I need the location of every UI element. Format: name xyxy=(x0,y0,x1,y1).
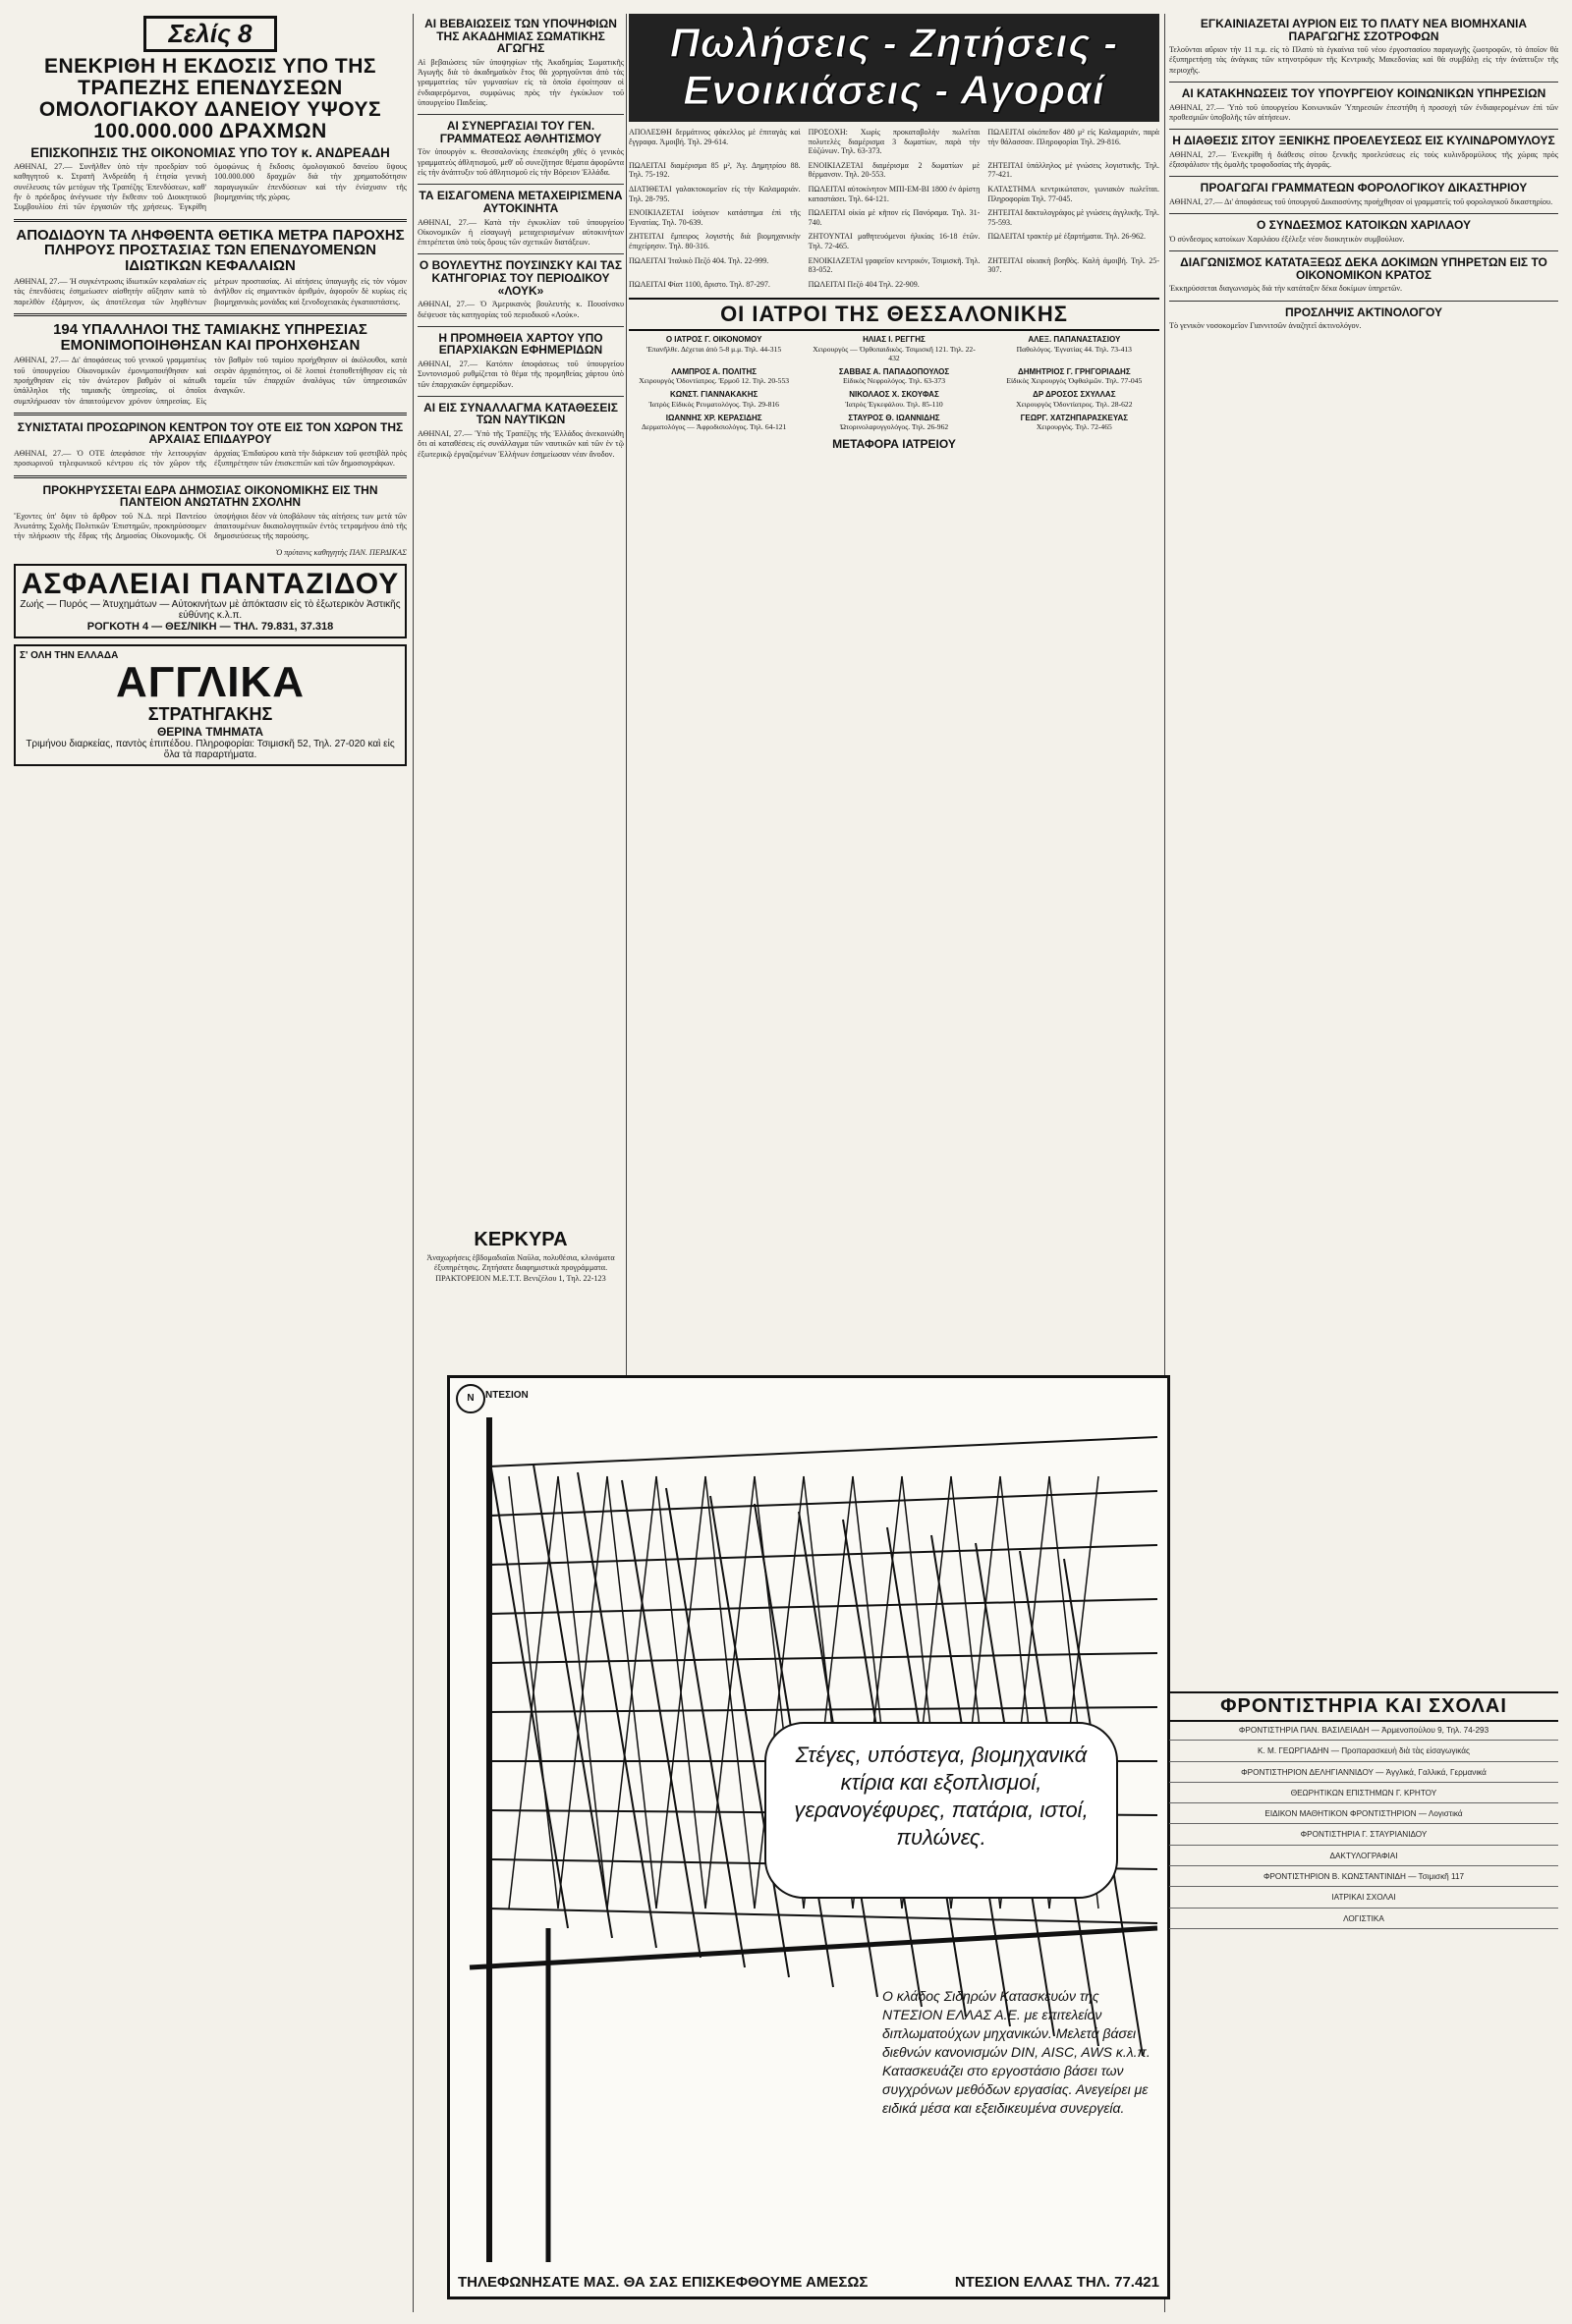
classified-item: ΕΝΟΙΚΙΑΖΕΤΑΙ ἰσόγειον κατάστημα ἐπὶ τῆς Ἐγνατίας. Τηλ. 70-639. xyxy=(629,208,801,227)
headline-seamen-deposits: ΑΙ ΕΙΣ ΣΥΝΑΛΛΑΓΜΑ ΚΑΤΑΘΕΣΕΙΣ ΤΩΝ ΝΑΥΤΙΚΩΝ xyxy=(423,400,618,427)
doctor-details: Δερματολόγος — Ἀφροδισιολόγος. Τηλ. 64-121 xyxy=(641,421,787,431)
headline-look-magazine: Ο ΒΟΥΛΕΥΤΗΣ ΠΟΥΣΙΝΣΚΥ ΚΑΙ ΤΑΣ ΚΑΤΗΓΟΡΙΑΣ ΤΟΥ ΠΕΡΙΟΔΙΚΟΥ «ΛΟΥΚ» xyxy=(419,258,623,298)
doctors-grid xyxy=(629,335,1159,436)
classified-item: ΠΩΛΕΙΤΑΙ αὐτοκίνητον ΜΠΙ-ΕΜ-ΒΙ 1800 ἐν ἀρίστῃ καταστάσει. Τηλ. 64-121. xyxy=(808,184,981,203)
headline-bond-loan: ΕΝΕΚΡΙΘΗ Η ΕΚΔΟΣΙΣ ΥΠΟ ΤΗΣ ΤΡΑΠΕΖΗΣ ΕΠΕΝΔΥΣΕΩΝ ΟΜΟΛΟΓΙΑΚΟΥ ΔΑΝΕΙΟΥ ΥΨΟΥΣ 100.000.000 ΔΡΑΧΜΩΝ xyxy=(38,55,382,143)
doctor-details: Ἐπανῆλθε. Δέχεται ἀπὸ 5-8 μ.μ. Τηλ. 44-315 xyxy=(646,344,782,354)
article-feed-factory: Τελοῦνται αὔριον τὴν 11 π.μ. εἰς τὸ Πλατὺ τὰ ἐγκαίνια τοῦ νέου ἐργοστασίου παραγωγῆς ζωοτροφῶν, τὸ ὁποῖον θὰ ἐξυπηρετήσῃ τὰς ἀνάγκας τῶν κτηνοτρόφων τῆς Κεντρικῆς Μακεδονίας καὶ θὰ συμβάλῃ εἰς τὴν ἀνάπτυξιν τῆς περιοχῆς. xyxy=(1169,45,1558,75)
classified-item: ΖΗΤΕΙΤΑΙ δακτυλογράφος μὲ γνώσεις ἀγγλικῆς. Τηλ. 75-593. xyxy=(987,208,1159,227)
doctor-details: Χειρουργὸς Ὀδοντίατρος. Τηλ. 28-622 xyxy=(1016,399,1133,409)
left-column xyxy=(14,14,407,2312)
headline-academy: ΑΙ ΒΕΒΑΙΩΣΕΙΣ ΤΩΝ ΥΠΟΨΗΦΙΩΝ ΤΗΣ ΑΚΑΔΗΜΙΑΣ ΣΩΜΑΤΙΚΗΣ ΑΓΩΓΗΣ xyxy=(424,17,617,56)
classified-item: ΠΩΛΕΙΤΑΙ Πεζό 404 Τηλ. 22-909. xyxy=(808,279,920,289)
doctor-listing xyxy=(809,390,979,408)
classifieds-section xyxy=(629,14,1159,454)
classified-item: ΖΗΤΕΙΤΑΙ ἔμπειρος λογιστὴς διὰ βιομηχανικὴν ἐπιχείρησιν. Τηλ. 80-316. xyxy=(629,232,801,250)
headline-social-services: ΑΙ ΚΑΤΑΚΗΝΩΣΕΙΣ ΤΟΥ ΥΠΟΥΡΓΕΙΟΥ ΚΟΙΝΩΝΙΚΩΝ ΥΠΗΡΕΣΙΩΝ xyxy=(1181,86,1546,101)
schools-section xyxy=(1169,1688,1558,1935)
article-wheat: ΑΘΗΝΑΙ, 27.— Ἐνεκρίθη ἡ διάθεσις σίτου ξενικῆς προελεύσεως εἰς τοὺς κυλινδρομύλους τῆς χώρας πρὸς ἐξασφάλισιν τῆς ὁμαλῆς τροφοδοσίας τῆς ἀγορᾶς. xyxy=(1169,149,1558,170)
headline-athletics: ΑΙ ΣΥΝΕΡΓΑΣΙΑΙ ΤΟΥ ΓΕΝ. ΓΡΑΜΜΑΤΕΩΣ ΑΘΛΗΤΙΣΜΟΥ xyxy=(439,119,602,145)
classified-item: ΕΝΟΙΚΙΑΖΕΤΑΙ γραφεῖον κεντρικόν, Τσιμισκῆ. Τηλ. 83-052. xyxy=(808,255,981,275)
school-listing: ΦΡΟΝΤΙΣΤΗΡΙΑ ΠΑΝ. ΒΑΣΙΛΕΙΑΔΗ — Ἀρμενοπούλου 9, Τηλ. 74-293 xyxy=(1169,1726,1558,1741)
ad-pantazidou xyxy=(14,564,407,638)
doctor-details: Ἰατρὸς Ἐγκεφάλου. Τηλ. 85-110 xyxy=(845,399,943,409)
article-tax-court: ΑΘΗΝΑΙ, 27.— Δι' ἀποφάσεως τοῦ ὑπουργοῦ Δικαιοσύνης προήχθησαν οἱ γραμματεῖς τοῦ φορολογικοῦ δικαστηρίου. xyxy=(1169,197,1553,207)
article-look-magazine: ΑΘΗΝΑΙ, 27.— Ὁ Ἀμερικανὸς βουλευτὴς κ. Πουσίνσκυ διέψευσε τὰς κατηγορίας τοῦ περιοδικοῦ «Λούκ». xyxy=(418,300,624,319)
doctor-name: ΑΛΕΞ. ΠΑΠΑΝΑΣΤΑΣΙΟΥ xyxy=(1028,335,1121,345)
headline-ote-epidaurus: ΣΥΝΙΣΤΑΤΑΙ ΠΡΟΣΩΡΙΝΟΝ ΚΕΝΤΡΟΝ ΤΟΥ ΟΤΕ ΕΙΣ ΤΟΝ ΧΩΡΟΝ ΤΗΣ ΑΡΧΑΙΑΣ ΕΠΙΔΑΥΡΟΥ xyxy=(17,419,404,447)
doctor-listing xyxy=(989,414,1159,431)
ad-pantazidou-title: ΑΣΦΑΛΕΙΑΙ ΠΑΝΤΑΖΙΔΟΥ xyxy=(21,567,400,600)
doctor-listing xyxy=(629,414,799,431)
doctor-name: ΛΑΜΠΡΟΣ Α. ΠΟΛΙΤΗΣ xyxy=(671,366,758,376)
school-listing: ΦΡΟΝΤΙΣΤΗΡΙΟΝ ΔΕΛΗΓΙΑΝΝΙΔΟΥ — Ἀγγλικά, Γαλλικά, Γερμανικά xyxy=(1169,1768,1558,1783)
article-paper-supply: ΑΘΗΝΑΙ, 27.— Κατόπιν ἀποφάσεως τοῦ ὑπουργείου Συντονισμοῦ ρυθμίζεται τὸ θέμα τῆς προμηθείας χάρτου ὑπὸ τῶν ἐπαρχιακῶν ἐφημερίδων. xyxy=(418,359,624,389)
headline-panteion-chair: ΠΡΟΚΗΡΥΣΣΕΤΑΙ ΕΔΡΑ ΔΗΜΟΣΙΑΣ ΟΙΚΟΝΟΜΙΚΗΣ ΕΙΣ ΤΗΝ ΠΑΝΤΕΙΟΝ ΑΝΩΤΑΤΗΝ ΣΧΟΛΗΝ xyxy=(42,482,378,510)
article-seamen-deposits: ΑΘΗΝΑΙ, 27.— Ὑπὸ τῆς Τραπέζης τῆς Ἑλλάδος ἀνεκοινώθη ὅτι αἱ καταθέσεις εἰς συνάλλαγμα τῶν ναυτικῶν καὶ τῶν ἐν τῷ ἐξωτερικῷ ἐργαζομένων Ἑλλήνων ἐσημείωσαν νέαν ἄνοδον. xyxy=(418,429,624,459)
doctors-transport: ΜΕΤΑΦΟΡΑ ΙΑΤΡΕΙΟΥ xyxy=(832,437,956,452)
doctor-name: ΝΙΚΟΛΑΟΣ Χ. ΣΚΟΥΦΑΣ xyxy=(849,390,939,400)
article-competition: Ἐκκηρύσσεται διαγωνισμὸς διὰ τὴν κατάταξιν δέκα δοκίμων ὑπηρετῶν. xyxy=(1169,284,1403,294)
doctor-details: Ἰατρὸς Εἰδικὸς Ρευματολόγος. Τηλ. 29-816 xyxy=(648,399,779,409)
headline-feed-factory: ΕΓΚΑΙΝΙΑΖΕΤΑΙ ΑΥΡΙΟΝ ΕΙΣ ΤΟ ΠΛΑΤΥ ΝΕΑ ΒΙΟΜΗΧΑΝΙΑ ΠΑΡΑΓΩΓΗΣ ΣΖΟΤΡΟΦΩΝ xyxy=(1200,17,1528,43)
article-social-services: ΑΘΗΝΑΙ, 27.— Ὑπὸ τοῦ ὑπουργείου Κοινωνικῶν Ὑπηρεσιῶν ἐπεστήθη ἡ προσοχὴ τῶν ἐνδιαφερομένων ἐπὶ τῶν προθεσμιῶν ὑποβολῆς τῶν αἰτήσεων. xyxy=(1169,102,1558,122)
article-radiologist: Τὸ γενικὸν νοσοκομεῖον Γιαννιτσῶν ἀναζητεῖ ἀκτινολόγον. xyxy=(1169,321,1362,331)
article-bond-loan: ΑΘΗΝΑΙ, 27.— Συνῆλθεν ὑπὸ τὴν προεδρίαν τοῦ καθηγητοῦ κ. Στρατῆ Ἀνδρεάδη ἡ ἐτησία γενικὴ συνέλευσις τῶν μετόχων τῆς Τραπέζης Ἐπενδύσεων, καθ' ἣν ὁ πρόεδρος ἀνέγνωσε τὴν ἔκθεσιν τοῦ Διοικητικοῦ Συμβουλίου ἐπὶ τῶν ἐργασιῶν τῆς χρήσεως. Ἐγκρίθη ὁμοφώνως ἡ ἔκδοσις ὁμολογιακοῦ δανείου ὕψους 100.000.000 δραχμῶν διὰ τὴν χρηματοδότησιν παραγωγικῶν ἐπενδύσεων καὶ τὴν ἐνίσχυσιν τῆς βιομηχανίας τῆς χώρας. xyxy=(14,162,407,212)
classified-item: ΠΩΛΕΙΤΑΙ Φίατ 1100, ἄριστο. Τηλ. 87-297. xyxy=(629,279,770,289)
doctor-name: ΣΑΒΒΑΣ Α. ΠΑΠΑΔΟΠΟΥΛΟΣ xyxy=(838,366,950,376)
ad-bubble-text: Στέγες, υπόστεγα, βιομηχανικά κτίρια και εξοπλισμοί, γερανογέφυρες, πατάρια, ιστοί, πυλώνες. xyxy=(764,1722,1118,1899)
ad-cta-left: ΤΗΛΕΦΩΝΗΣΑΤΕ ΜΑΣ. ΘΑ ΣΑΣ ΕΠΙΣΚΕΦΘΟΥΜΕ ΑΜΕΣΩΣ xyxy=(458,2274,869,2291)
article-used-cars: ΑΘΗΝΑΙ, 27.— Κατὰ τὴν ἐγκυκλίαν τοῦ ὑπουργείου Οἰκονομικῶν ἡ εἰσαγωγὴ μεταχειρισμένων αὐτοκινήτων ἐπιτρέπεται ὑπὸ τοὺς ὅρους τῶν σχετικῶν διατάξεων. xyxy=(418,217,624,248)
ad-anglika-name: ΣΤΡΑΤΗΓΑΚΗΣ xyxy=(147,703,273,724)
right-column xyxy=(1169,14,1558,2312)
doctor-name: ΔΗΜΗΤΡΙΟΣ Γ. ΓΡΗΓΟΡΙΑΔΗΣ xyxy=(1017,366,1131,376)
doctor-listing xyxy=(809,335,979,362)
doctor-details: Παθολόγος. Ἐγνατίας 44. Τηλ. 73-413 xyxy=(1016,344,1132,354)
classified-item: ΠΩΛΕΙΤΑΙ οἰκία μὲ κῆπον εἰς Πανόραμα. Τηλ. 31-740. xyxy=(808,208,981,227)
school-listing: ΦΡΟΝΤΙΣΤΗΡΙΑ Γ. ΣΤΑΥΡΙΑΝΙΔΟΥ xyxy=(1169,1830,1558,1845)
headline-tax-court: ΠΡΟΑΓΩΓΑΙ ΓΡΑΜΜΑΤΕΩΝ ΦΟΡΟΛΟΓΙΚΟΥ ΔΙΚΑΣΤΗΡΙΟΥ xyxy=(1200,181,1528,195)
article-signature: Ὁ πρύτανις καθηγητὴς ΠΑΝ. ΠΕΡΔΙΚΑΣ xyxy=(275,547,407,557)
ad-anglika xyxy=(14,644,407,766)
classified-item: ΖΗΤΕΙΤΑΙ ὑπάλληλος μὲ γνώσεις λογιστικῆς. Τηλ. 77-421. xyxy=(987,160,1159,180)
page-number-label: Σελίς 8 xyxy=(143,16,277,52)
desion-logo-icon: Ν xyxy=(456,1384,485,1413)
classified-item: ΠΡΟΣΟΧΗ: Χωρὶς προκαταβολὴν πωλεῖται πολυτελὲς διαμέρισμα 3 δωματίων, παρὰ τὴν Εὐζώνων. Τηλ. 63-373. xyxy=(808,128,981,156)
doctor-details: Εἰδικὸς Νεφρολόγος. Τηλ. 63-373 xyxy=(842,376,946,386)
classified-item: ΚΑΤΑΣΤΗΜΑ κεντρικώτατον, γωνιακὸν πωλεῖται. Πληροφορίαι Τηλ. 77-045. xyxy=(987,184,1159,203)
ad-call-to-action xyxy=(458,2274,1159,2291)
doctor-name: ΔΡ ΔΡΟΣΟΣ ΣΧΥΛΛΑΣ xyxy=(1033,390,1116,400)
doctor-name: ΙΩΑΝΝΗΣ ΧΡ. ΚΕΡΑΣΙΔΗΣ xyxy=(665,413,762,422)
ad-kerkyra xyxy=(418,1226,624,1368)
school-listing: ΦΡΟΝΤΙΣΤΗΡΙΟΝ Β. ΚΩΝΣΤΑΝΤΙΝΙΔΗ — Τσιμισκῆ 117 xyxy=(1169,1872,1558,1887)
ad-kerkyra-title: ΚΕΡΚΥΡΑ xyxy=(474,1229,568,1250)
headline-treasury-staff: 194 ΥΠΑΛΛΗΛΟΙ ΤΗΣ ΤΑΜΙΑΚΗΣ ΥΠΗΡΕΣΙΑΣ ΕΜΟΝΙΜΟΠΟΙΗΘΗΣΑΝ ΚΑΙ ΠΡΟΗΧΘΗΣΑΝ xyxy=(53,320,367,354)
article-academy: Αἱ βεβαιώσεις τῶν ὑποψηφίων τῆς Ἀκαδημίας Σωματικῆς Ἀγωγῆς διὰ τὸ ἀκαδημαϊκὸν ἔτος θὰ χορηγοῦνται ἀπὸ τὰς γραμματείας τῶν γυμνασίων εἰς τὰ ὁποῖα ἐφοίτησαν οἱ ἐνδιαφερόμενοι, συμφώνως πρὸς τὴν ἐγκύκλιον τοῦ ὑπουργείου Παιδείας. xyxy=(418,57,624,107)
classified-item: ΔΙΑΤΙΘΕΤΑΙ γαλακτοκομεῖον εἰς τὴν Καλαμαριάν. Τηλ. 28-795. xyxy=(629,184,801,203)
ad-anglika-pre: Σ' ΟΛΗ ΤΗΝ ΕΛΛΑΔΑ xyxy=(20,649,119,661)
doctor-listing xyxy=(809,367,979,385)
ad-cta-right: ΝΤΕΣΙΟΝ ΕΛΛΑΣ ΤΗΛ. 77.421 xyxy=(954,2274,1159,2291)
doctor-listing xyxy=(989,335,1159,362)
schools-title: ΦΡΟΝΤΙΣΤΗΡΙΑ ΚΑΙ ΣΧΟΛΑΙ xyxy=(1169,1691,1558,1722)
doctor-details: Ὠτορινολαρυγγολόγος. Τηλ. 26-962 xyxy=(839,421,949,431)
doctor-listing xyxy=(989,390,1159,408)
doctors-title: ΟΙ ΙΑΤΡΟΙ ΤΗΣ ΘΕΣΣΑΛΟΝΙΚΗΣ xyxy=(629,298,1159,331)
classified-item: ΑΠΟΛΕΣΘΗ δερμάτινος φάκελλος μὲ ἐπιταγὰς καὶ ἔγγραφα. Ἀμοιβή. Τηλ. 29-614. xyxy=(629,128,801,146)
classified-item: ΠΩΛΕΙΤΑΙ διαμέρισμα 85 μ², Ἀγ. Δημητρίου 88. Τηλ. 75-192. xyxy=(629,160,801,180)
doctor-listing xyxy=(629,390,799,408)
doctor-details: Εἰδικὸς Χειρουργὸς Ὀφθαλμῶν. Τηλ. 77-045 xyxy=(1006,376,1143,386)
article-charilaou: Ὁ σύνδεσμος κατοίκων Χαριλάου ἐξέλεξε νέον διοικητικὸν συμβούλιον. xyxy=(1169,234,1405,244)
article-ote-epidaurus: ΑΘΗΝΑΙ, 27.— Ὁ ΟΤΕ ἀπεφάσισε τὴν λειτουργίαν προσωρινοῦ τηλεφωνικοῦ κέντρου εἰς τὸν χῶρον τῆς ἀρχαίας Ἐπιδαύρου κατὰ τὴν διάρκειαν τοῦ φεστιβὰλ πρὸς ἐξυπηρέτησιν τῶν ἐπισκεπτῶν καὶ τῶν δημοσιογράφων. xyxy=(14,448,407,469)
classified-item: ΠΩΛΕΙΤΑΙ Ἰταλικὸ Πεζό 404. Τηλ. 22-999. xyxy=(629,255,769,265)
doctor-name: Ο ΙΑΤΡΟΣ Γ. ΟΙΚΟΝΟΜΟΥ xyxy=(665,335,762,345)
school-listing: ΕΙΔΙΚΟΝ ΜΑΘΗΤΙΚΟΝ ΦΡΟΝΤΙΣΤΗΡΙΟΝ — Λογιστικά xyxy=(1169,1809,1558,1824)
ad-pantazidou-sub: Ζωής — Πυρός — Ἀτυχημάτων — Αὐτοκινήτων μὲ ἀπόκτασιν εἰς τὸ ἐξωτερικὸν Ἀστικῆς εὐθύνης κ.λ.π. xyxy=(20,598,401,621)
ad-pantazidou-address: ΡΟΓΚΟΤΗ 4 — ΘΕΣ/ΝΙΚΗ — ΤΗΛ. 79.831, 37.318 xyxy=(86,620,334,633)
school-listing: ΛΟΓΙΣΤΙΚΑ xyxy=(1169,1914,1558,1929)
headline-used-cars: ΤΑ ΕΙΣΑΓΟΜΕΝΑ ΜΕΤΑΧΕΙΡΙΣΜΕΝΑ ΑΥΤΟΚΙΝΗΤΑ xyxy=(419,189,623,215)
article-panteion-chair: Ἔχοντες ὑπ' ὄψιν τὸ ἄρθρον τοῦ Ν.Δ. περὶ Παντείου Ἀνωτάτης Σχολῆς Πολιτικῶν Ἐπιστημῶν, προκηρύσσομεν τὴν πλήρωσιν τῆς ἕδρας τῆς Δημοσίας Οἰκονομικῆς. Οἱ ὑποψήφιοι δέον νὰ ὑποβάλουν τὰς αἰτήσεις των μετὰ τῶν ἀπαιτουμένων δικαιολογητικῶν ἐντὸς τετραμήνου ἀπὸ τῆς δημοσιεύσεως τῆς παρούσης. xyxy=(14,511,407,541)
doctor-listing xyxy=(809,414,979,431)
ad-kerkyra-text: Ἀναχωρήσεις ἑβδομαδιαῖαι Ναῦλα, πολυθέσια, κλινάματα ἐξυπηρέτησις. Ζητήσατε διαφημιστικὰ προγράμματα. ΠΡΑΚΤΟΡΕΙΟΝ Μ.Ε.Τ.Τ. Βενιζέλου 1, Τηλ. 22-123 xyxy=(426,1253,615,1283)
ad-body-text: Ο κλάδος Σιδηρών Κατασκευών της ΝΤΕΣΙΟΝ ΕΛΛΑΣ Α.Ε. με επιτελείον διπλωματούχων μηχανικών. Μελετά βάσει διεθνών κανονισμών DIN, AISC, AWS κ.λ.π. Κατασκευάζει στο εργοστάσιο βάσει των συγχρόνων μεθόδων εργασίας. Ανεγείρει με ειδικά μέσα και εξειδικευμένα συνεργεία. xyxy=(882,1988,1151,2116)
headline-paper-supply: Η ΠΡΟΜΗΘΕΙΑ ΧΑΡΤΟΥ ΥΠΟ ΕΠΑΡΧΙΑΚΩΝ ΕΦΗΜΕΡΙΔΩΝ xyxy=(438,330,603,358)
doctor-listing xyxy=(629,335,799,362)
classified-item: ΕΝΟΙΚΙΑΖΕΤΑΙ διαμέρισμα 2 δωματίων μὲ θέρμανσιν. Τηλ. 20-553. xyxy=(808,160,981,180)
ad-anglika-address: Τριμήνου διαρκείας, παντὸς ἐπιπέδου. Πληροφορίαι: Τσιμισκῆ 52, Τηλ. 27-020 καὶ εἰς ὅλα τὰ παραρτήματα. xyxy=(26,738,395,760)
classifieds-title: Πωλήσεις - Ζητήσεις - Ενοικιάσεις - Αγοραί xyxy=(629,14,1159,122)
middle-column xyxy=(418,14,624,1237)
headline-competition: ΔΙΑΓΩΝΙΣΜΟΣ ΚΑΤΑΤΑΞΕΩΣ ΔΕΚΑ ΔΟΚΙΜΩΝ ΥΠΗΡΕΤΩΝ ΕΙΣ ΤΟ ΟΙΚΟΝΟΜΙΚΟΝ ΚΡΑΤΟΣ xyxy=(1180,255,1547,282)
classified-item: ΠΩΛΕΙΤΑΙ τρακτὲρ μὲ ἐξαρτήματα. Τηλ. 26-962. xyxy=(987,232,1147,242)
doctor-details: Χειρουργὸς. Τηλ. 72-465 xyxy=(1036,421,1112,431)
doctor-name: ΓΕΩΡΓ. ΧΑΤΖΗΠΑΡΑΣΚΕΥΑΣ xyxy=(1020,413,1129,422)
ad-anglika-sub: ΘΕΡΙΝΑ ΤΜΗΜΑΤΑ xyxy=(156,724,264,739)
ad-desion-steel xyxy=(447,1375,1170,2299)
article-treasury-staff: ΑΘΗΝΑΙ, 27.— Δι' ἀποφάσεως τοῦ γενικοῦ γραμματέως τοῦ ὑπουργείου Οἰκονομικῶν ἐμονιμοποιήθησαν καὶ προήχθησαν εἰς τὸν ἀνώτερον βαθμὸν οἱ κάτωθι ὑπάλληλοι τῆς ταμιακῆς ὑπηρεσίας, οἱ ὁποῖοι συμπλήρωσαν τὸν ἀπαιτούμενον χρόνον ὑπηρεσίας. Εἰς τὸν βαθμὸν τοῦ ταμίου προήχθησαν οἱ ἀκόλουθοι, κατὰ σειρὰν ἀρχαιότητος, οἱ δὲ λοιποὶ ἐτοποθετήθησαν εἰς τὰ ταμεῖα τῶν ἐπαρχιῶν ἀναλόγως τῶν ὑπηρεσιακῶν ἀναγκῶν. xyxy=(14,356,407,406)
subheadline-economy-review: ΕΠΙΣΚΟΠΗΣΙΣ ΤΗΣ ΟΙΚΟΝΟΜΙΑΣ ΥΠΟ ΤΟΥ κ. ΑΝΔΡΕΑΔΗ xyxy=(30,145,390,161)
doctor-listing xyxy=(629,367,799,385)
doctor-name: ΚΩΝΣΤ. ΓΙΑΝΝΑΚΑΚΗΣ xyxy=(670,390,758,400)
classified-item: ΖΗΤΟΥΝΤΑΙ μαθητευόμενοι ἡλικίας 16-18 ἐτῶν. Τηλ. 72-465. xyxy=(808,232,981,250)
doctor-name: ΣΤΑΥΡΟΣ Θ. ΙΩΑΝΝΙΔΗΣ xyxy=(848,413,940,422)
school-listing: ΘΕΩΡΗΤΙΚΩΝ ΕΠΙΣΤΗΜΩΝ Γ. ΚΡΗΤΟΥ xyxy=(1169,1789,1558,1803)
doctor-details: Χειρουργὸς Ὀδοντίατρος. Ἐρμοῦ 12. Τηλ. 20-553 xyxy=(639,376,790,386)
article-athletics: Τὸν ὑπουργὸν κ. Θεσσαλονίκης ἐπεσκέφθη χθὲς ὁ γενικὸς γραμματεὺς ἀθλητισμοῦ, μεθ' οὗ συνεζήτησε θέματα ἀφορῶντα εἰς τὴν ἀνάπτυξιν τοῦ ἀθλητισμοῦ εἰς τὴν Βόρειον Ἑλλάδα. xyxy=(418,147,624,178)
headline-protection-capital: ΑΠΟΔΙΔΟΥΝ ΤΑ ΛΗΦΘΕΝΤΑ ΘΕΤΙΚΑ ΜΕΤΡΑ ΠΑΡΟΧΗΣ ΠΛΗΡΟΥΣ ΠΡΟΣΤΑΣΙΑΣ ΤΩΝ ΕΠΕΝΔΥΟΜΕΝΩΝ ΙΔΙΩΤΙΚΩΝ ΚΕΦΑΛΑΙΩΝ xyxy=(16,226,405,275)
headline-charilaou: Ο ΣΥΝΔΕΣΜΟΣ ΚΑΤΟΙΚΩΝ ΧΑΡΙΛΑΟΥ xyxy=(1257,218,1471,233)
ad-logo-text: ΝΤΕΣΙΟΝ xyxy=(485,1390,529,1401)
classified-item: ΖΗΤΕΙΤΑΙ οἰκιακὴ βοηθὸς. Καλὴ ἀμοιβή. Τηλ. 25-307. xyxy=(987,255,1159,275)
school-listing: Κ. Μ. ΓΕΩΡΓΙΑΔΗΝ — Προπαρασκευὴ διὰ τὰς εἰσαγωγικάς xyxy=(1169,1746,1558,1761)
headline-wheat: Η ΔΙΑΘΕΣΙΣ ΣΙΤΟΥ ΞΕΝΙΚΗΣ ΠΡΟΕΛΕΥΣΕΩΣ ΕΙΣ ΚΥΛΙΝΔΡΟΜΥΛΟΥΣ xyxy=(1172,134,1555,148)
classified-item: ΠΩΛΕΙΤΑΙ οἰκόπεδον 480 μ² εἰς Καλαμαριάν, παρὰ τὴν θάλασσαν. Πληροφορίαι Τηλ. 29-816. xyxy=(987,128,1159,146)
doctor-details: Χειρουργὸς — Ὀρθοπαιδικὸς. Τσιμισκῆ 121. Τηλ. 22-432 xyxy=(813,344,976,362)
doctor-name: ΗΛΙΑΣ Ι. ΡΕΓΓΗΣ xyxy=(863,335,926,345)
ad-anglika-title: ΑΓΓΛΙΚΑ xyxy=(115,657,305,706)
classifieds-grid xyxy=(629,128,1159,294)
headline-radiologist: ΠΡΟΣΛΗΨΙΣ ΑΚΤΙΝΟΛΟΓΟΥ xyxy=(1285,304,1442,319)
schools-list xyxy=(1169,1726,1558,1929)
doctor-listing xyxy=(989,367,1159,385)
school-listing: ΙΑΤΡΙΚΑΙ ΣΧΟΛΑΙ xyxy=(1169,1893,1558,1908)
article-protection-capital: ΑΘΗΝΑΙ, 27.— Ἡ συγκέντρωσις ἰδιωτικῶν κεφαλαίων εἰς τὰς ἐπενδύσεις ἐσημείωσεν αἰσθητὴν αὔξησιν κατὰ τὸ παρελθὸν ἑξάμηνον, ὡς ἀποτέλεσμα τῶν ληφθέντων μέτρων προστασίας. Αἱ αἰτήσεις ὑπαγωγῆς εἰς τὸν νόμον ἀνῆλθον εἰς σημαντικὸν ἀριθμόν, ἀφοροῦν δὲ κυρίως εἰς βιομηχανικὰς μονάδας καὶ ξενοδοχειακὰς ἐγκαταστάσεις. xyxy=(14,276,407,306)
school-listing: ΔΑΚΤΥΛΟΓΡΑΦΙΑΙ xyxy=(1169,1852,1558,1866)
